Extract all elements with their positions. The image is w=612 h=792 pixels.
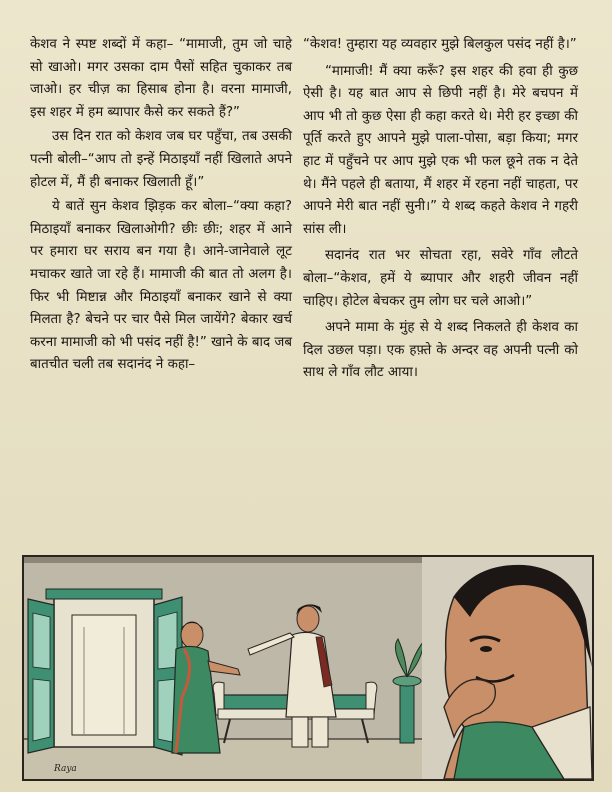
story-illustration: [22, 555, 594, 781]
doorway: [28, 589, 182, 755]
paragraph: “केशव! तुम्हारा यह व्यवहार मुझे बिलकुल पसंद नहीं है।”: [303, 37, 577, 52]
paragraph: केशव ने स्पष्ट शब्दों में कहा– “मामाजी, तुम जो चाहे सो खाओ। मगर उसका दाम पैसों सहित चुकाकर तब जाओ। हर चीज़ का हिसाब होना है। वरना मामाजी, इस शहर में हम ब्यापार कैसे कर सकते हैं?”: [30, 37, 292, 120]
paragraph: अपने मामा के मुंह से ये शब्द निकलते ही केशव का दिल उछल पड़ा। एक हफ़्ते के अन्दर वह अपनी पत्नी को साथ ले गाँव लौट आया।: [303, 320, 578, 381]
paragraph: सदानंद रात भर सोचता रहा, सवेरे गाँव लौटते बोला–“केशव, हमें ये ब्यापार और शहरी जीवन नहीं चाहिए। होटेल बेचकर तुम लोग घर चले आओ।”: [303, 248, 578, 309]
illustration-scene: [24, 557, 592, 779]
paragraph: ये बातें सुन केशव झिड़क कर बोला–“क्या कहा? मिठाइयाँ बनाकर खिलाओगी? छीः छीः; शहर में आने पर हमारा घर सराय बन गया है। आने-जानेवाले लूट मचाकर खाते जा रहे हैं। मामाजी की बात तो अलग है। फिर भी मिष्टान्न और मिठाइयाँ बनाकर खाने से क्या मिलता है? बेचने पर चार पैसे मिल जायेंगे? बेकार खर्च करना मामाजी को भी पसंद नहीं है!” खाने के बाद जब बातचीत चली तब सदानंद ने कहा–: [30, 199, 292, 373]
left-text-column: [30, 34, 292, 379]
right-text-column: [303, 34, 578, 387]
foreground-man: [422, 557, 592, 779]
paragraph: “मामाजी! मैं क्या करूँ? इस शहर की हवा ही कुछ ऐसी है। यह बात आप से छिपी नहीं है। मेरे बचपन में आप भी तो कुछ ऐसा ही कहा करते थे। मेरी हर इच्छा की पूर्ति करते हुए आपने मुझे पाला-पोसा, बड़ा किया; मगर हाट में पहुँचने पर आप मुझे एक भी फल छूने तक न देते थे। मैंने पहले ही बताया, मैं शहर में रहना नहीं चाहता, पर आपने मेरी बात नहीं सुनी।” ये शब्द कहते केशव ने गहरी सांस ली।: [303, 63, 578, 237]
artist-signature: Raya: [54, 764, 77, 774]
paragraph: उस दिन रात को केशव जब घर पहुँचा, तब उसकी पत्नी बोली–“आप तो इन्हें मिठाइयाँ नहीं खिलाते अपने होटल में, मैं ही बनाकर खिलाती हूँ।”: [30, 129, 292, 190]
